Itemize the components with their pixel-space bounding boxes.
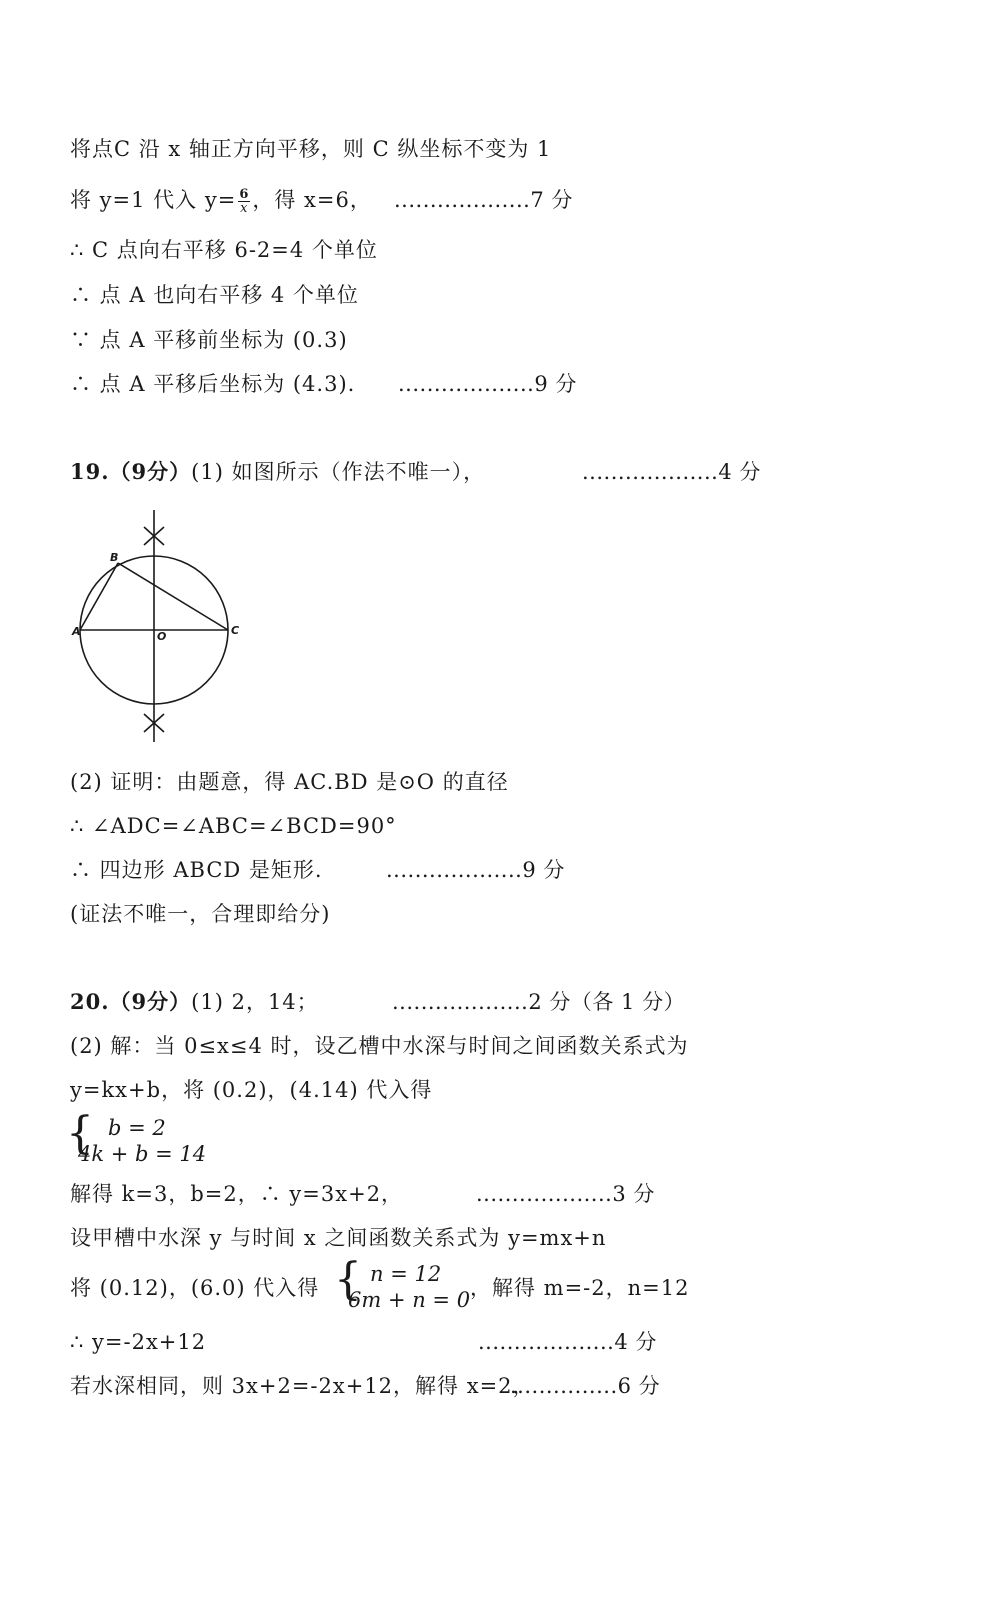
s18-line-2-a: 将 y=1 代入 y= — [70, 188, 237, 212]
s20-line-1: (2) 解：当 0≤x≤4 时，设乙槽中水深与时间之间函数关系式为 — [70, 1034, 689, 1058]
s20-line-6: ∴ y=-2x+12 — [70, 1330, 207, 1354]
s19-proof-line-1: (2) 证明：由题意，得 AC.BD 是⊙O 的直径 — [70, 770, 509, 794]
system-1-row-1: b = 2 — [108, 1116, 166, 1140]
s19-proof-note: (证法不唯一，合理即给分) — [70, 902, 331, 926]
segment-ba — [80, 563, 118, 630]
circle-construction-figure — [60, 508, 320, 748]
s20-line-7: 若水深相同，则 3x+2=-2x+12，解得 x=2， — [70, 1374, 535, 1398]
s18-score-9: ...................9 分 — [398, 372, 577, 396]
s20-line-4: 设甲槽中水深 y 与时间 x 之间函数关系式为 y=mx+n — [70, 1226, 607, 1250]
s20-line-5a: 将 (0.12)，(6.0) 代入得 — [70, 1276, 320, 1300]
s19-heading — [70, 456, 485, 488]
s18-line-6: ∴ 点 A 平移后坐标为 (4.3). — [70, 372, 356, 396]
system-1-brace: { — [66, 1108, 94, 1159]
label-a: A — [72, 625, 81, 638]
s20-score-3: ...................3 分 — [476, 1182, 655, 1206]
s18-line-5: ∵ 点 A 平移前坐标为 (0.3) — [70, 328, 348, 352]
label-c: C — [231, 624, 240, 637]
fraction-6-over-x — [238, 188, 250, 215]
s20-number: 20.（9分） — [70, 989, 192, 1014]
fraction-numerator: 6 — [239, 187, 250, 202]
s19-heading-text: (1) 如图所示（作法不唯一）， — [191, 460, 486, 484]
system-1-row-2: 4k + b = 14 — [78, 1142, 207, 1166]
s20-score-2: ...................2 分（各 1 分） — [392, 990, 686, 1014]
s20-score-6: ...............6 分 — [510, 1374, 661, 1398]
s19-proof-line-2: ∴ ∠ADC=∠ABC=∠BCD=90° — [70, 814, 397, 838]
label-b: B — [110, 551, 119, 564]
s18-line-4: ∴ 点 A 也向右平移 4 个单位 — [70, 283, 359, 307]
s18-line-3: ∴ C 点向右平移 6-2=4 个单位 — [70, 238, 378, 262]
s20-heading-text: (1) 2，14； — [191, 990, 319, 1014]
s20-score-4: ...................4 分 — [478, 1330, 657, 1354]
fraction-denominator: x — [240, 201, 249, 216]
s18-line-1: 将点C 沿 x 轴正方向平移，则 C 纵坐标不变为 1 — [70, 137, 552, 161]
system-2-row-2: 6m + n = 0 — [348, 1288, 471, 1312]
s20-heading — [70, 986, 319, 1018]
s19-number: 19.（9分） — [70, 459, 192, 484]
s19-proof-line-3: ∴ 四边形 ABCD 是矩形. — [70, 858, 323, 882]
system-2-brace: { — [334, 1254, 362, 1305]
s20-line-5b: ，解得 m=-2，n=12 — [470, 1276, 690, 1300]
s19-score-9: ...................9 分 — [386, 858, 565, 882]
s18-line-2-b: ，得 x=6， — [252, 188, 372, 212]
s18-score-7: ...................7 分 — [394, 188, 573, 212]
s20-line-3: 解得 k=3，b=2，∴ y=3x+2， — [70, 1182, 404, 1206]
segment-bc — [118, 563, 228, 630]
label-o: O — [157, 630, 167, 643]
s19-score-4: ...................4 分 — [582, 460, 761, 484]
s20-line-2: y=kx+b，将 (0.2)，(4.14) 代入得 — [70, 1078, 433, 1102]
system-2-row-1: n = 12 — [370, 1262, 442, 1286]
s18-line-2 — [70, 184, 372, 216]
equation-system-1 — [66, 1108, 266, 1172]
